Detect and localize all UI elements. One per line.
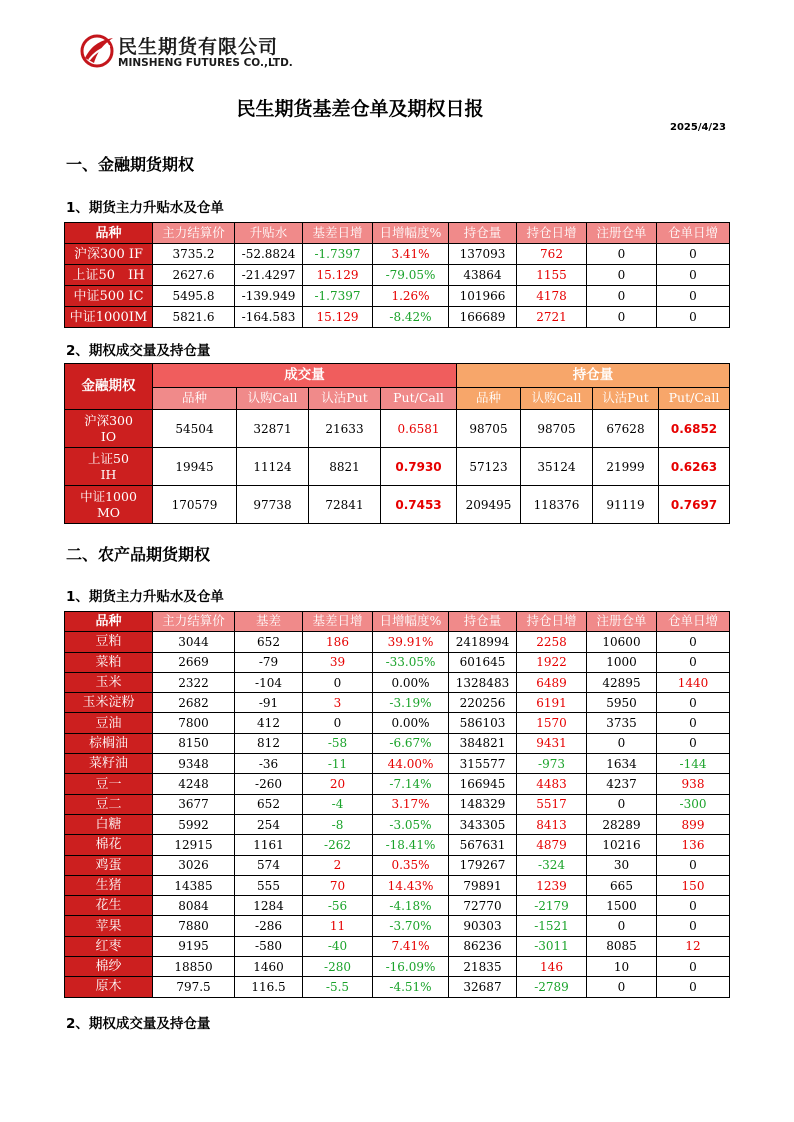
table-cell: 812 <box>235 733 303 753</box>
table-cell: 4483 <box>517 774 587 794</box>
table-cell: 6191 <box>517 693 587 713</box>
table-cell: 762 <box>517 244 587 265</box>
table-cell: 1239 <box>517 875 587 895</box>
table-cell: 179267 <box>449 855 517 875</box>
table-cell: 43864 <box>449 265 517 286</box>
table-cell: 1155 <box>517 265 587 286</box>
table-cell: 1328483 <box>449 672 517 692</box>
table-cell: 601645 <box>449 652 517 672</box>
table-row <box>65 307 730 328</box>
options-group-label: 金融期权 <box>65 364 153 410</box>
table-cell: 101966 <box>449 286 517 307</box>
section1-sub1: 1、期货主力升贴水及仓单 <box>66 200 224 216</box>
table-cell: 0 <box>587 733 657 753</box>
column-header: 认购Call <box>521 388 593 410</box>
table-cell: 0.6852 <box>659 410 730 448</box>
table-cell: 0 <box>657 307 730 328</box>
table-cell: 18850 <box>153 957 235 977</box>
table-cell: 4178 <box>517 286 587 307</box>
table-cell: 574 <box>235 855 303 875</box>
table-cell: 8821 <box>309 448 381 486</box>
section2-sub2: 2、期权成交量及持仓量 <box>66 1016 211 1032</box>
table-cell: 14.43% <box>373 875 449 895</box>
options-oi-label: 持仓量 <box>457 364 730 388</box>
table-cell: -3011 <box>517 936 587 956</box>
column-header: 认沽Put <box>593 388 659 410</box>
table-cell: 20 <box>303 774 373 794</box>
table-cell: 116.5 <box>235 977 303 997</box>
table-row <box>65 733 730 753</box>
product-name: 上证50 IH <box>65 448 153 486</box>
column-header: 持仓日增 <box>517 612 587 632</box>
table-cell: -36 <box>235 754 303 774</box>
table-cell: 2627.6 <box>153 265 235 286</box>
table-cell: -3.19% <box>373 693 449 713</box>
table-cell: 67628 <box>593 410 659 448</box>
table-cell: -6.67% <box>373 733 449 753</box>
table-row <box>65 794 730 814</box>
table-cell: 19945 <box>153 448 237 486</box>
table-cell: 3 <box>303 693 373 713</box>
report-title: 民生期货基差仓单及期权日报 <box>236 98 484 120</box>
table-cell: 209495 <box>457 486 521 524</box>
table-cell: -8.42% <box>373 307 449 328</box>
product-name: 白糖 <box>65 814 153 834</box>
table-cell: 0 <box>303 672 373 692</box>
table-cell: 555 <box>235 875 303 895</box>
column-header: 持仓量 <box>449 612 517 632</box>
table-cell: -164.583 <box>235 307 303 328</box>
column-header: 品种 <box>65 612 153 632</box>
product-name: 玉米淀粉 <box>65 693 153 713</box>
table-cell: -286 <box>235 916 303 936</box>
section2-sub1: 1、期货主力升贴水及仓单 <box>66 589 224 605</box>
table-cell: 30 <box>587 855 657 875</box>
table-cell: 14385 <box>153 875 235 895</box>
product-name: 中证1000 MO <box>65 486 153 524</box>
table-cell: 12915 <box>153 835 235 855</box>
table-cell: 5950 <box>587 693 657 713</box>
table-row <box>65 632 730 652</box>
product-name: 生猪 <box>65 875 153 895</box>
table-cell: -11 <box>303 754 373 774</box>
table-cell: 343305 <box>449 814 517 834</box>
table-cell: 5517 <box>517 794 587 814</box>
table-cell: -2789 <box>517 977 587 997</box>
table-cell: 0 <box>587 977 657 997</box>
table-cell: -79 <box>235 652 303 672</box>
table-cell: 384821 <box>449 733 517 753</box>
table-cell: 0 <box>657 733 730 753</box>
table-cell: 0.6263 <box>659 448 730 486</box>
product-name: 菜粕 <box>65 652 153 672</box>
table-cell: 3735.2 <box>153 244 235 265</box>
section1-title: 一、金融期货期权 <box>66 155 195 174</box>
column-header: 品种 <box>65 223 153 244</box>
table-cell: 8084 <box>153 896 235 916</box>
column-header: Put/Call <box>659 388 730 410</box>
table-cell: 0.7697 <box>659 486 730 524</box>
table-row <box>65 875 730 895</box>
table-cell: -21.4297 <box>235 265 303 286</box>
table-row <box>65 774 730 794</box>
table-cell: 72841 <box>309 486 381 524</box>
table-cell: 35124 <box>521 448 593 486</box>
table-cell: 1634 <box>587 754 657 774</box>
section2-title: 二、农产品期货期权 <box>66 545 211 564</box>
table-cell: 21633 <box>309 410 381 448</box>
table-cell: -58 <box>303 733 373 753</box>
table-cell: 0 <box>657 713 730 733</box>
table-cell: 220256 <box>449 693 517 713</box>
table-cell: 0 <box>657 244 730 265</box>
table-cell: 3044 <box>153 632 235 652</box>
table-cell: 0 <box>587 244 657 265</box>
table-header-row <box>65 223 730 244</box>
table-cell: 0.35% <box>373 855 449 875</box>
table-row <box>65 896 730 916</box>
table-cell: 79891 <box>449 875 517 895</box>
column-header: 日增幅度% <box>373 223 449 244</box>
product-name: 红枣 <box>65 936 153 956</box>
table-cell: 0.00% <box>373 672 449 692</box>
table-cell: 2682 <box>153 693 235 713</box>
table-cell: 11 <box>303 916 373 936</box>
product-name: 中证1000IM <box>65 307 153 328</box>
table-cell: 0 <box>587 286 657 307</box>
table-cell: 97738 <box>237 486 309 524</box>
table-row <box>65 936 730 956</box>
product-name: 豆油 <box>65 713 153 733</box>
table-row <box>65 265 730 286</box>
agri-futures-table <box>64 611 730 998</box>
financial-options-table <box>64 363 730 524</box>
table-cell: 57123 <box>457 448 521 486</box>
table-cell: -1.7397 <box>303 286 373 307</box>
product-name: 花生 <box>65 896 153 916</box>
column-header: 持仓日增 <box>517 223 587 244</box>
table-cell: 0 <box>587 265 657 286</box>
table-cell: 586103 <box>449 713 517 733</box>
options-volume-label: 成交量 <box>153 364 457 388</box>
column-header: 品种 <box>457 388 521 410</box>
product-name: 菜籽油 <box>65 754 153 774</box>
table-cell: -52.8824 <box>235 244 303 265</box>
table-cell: 1460 <box>235 957 303 977</box>
table-cell: 652 <box>235 794 303 814</box>
table-row <box>65 693 730 713</box>
product-name: 沪深300 IO <box>65 410 153 448</box>
company-name-cn: 民生期货有限公司 <box>118 36 279 58</box>
table-cell: 10 <box>587 957 657 977</box>
table-cell: 1.26% <box>373 286 449 307</box>
table-cell: 0 <box>657 896 730 916</box>
table-cell: 15.129 <box>303 265 373 286</box>
table-cell: 7880 <box>153 916 235 936</box>
table-cell: 3677 <box>153 794 235 814</box>
column-header: Put/Call <box>381 388 457 410</box>
table-cell: 1161 <box>235 835 303 855</box>
table-row <box>65 814 730 834</box>
column-header: 主力结算价 <box>153 612 235 632</box>
table-cell: 32871 <box>237 410 309 448</box>
product-name: 沪深300 IF <box>65 244 153 265</box>
company-name-en: MINSHENG FUTURES CO.,LTD. <box>118 57 293 69</box>
table-header-row <box>65 388 730 410</box>
report-date: 2025/4/23 <box>669 122 726 133</box>
table-cell: 0 <box>657 957 730 977</box>
table-cell: -1.7397 <box>303 244 373 265</box>
table-cell: 1570 <box>517 713 587 733</box>
section1-sub2: 2、期权成交量及持仓量 <box>66 343 211 359</box>
table-cell: 0 <box>657 916 730 936</box>
table-cell: 5992 <box>153 814 235 834</box>
table-cell: 5495.8 <box>153 286 235 307</box>
table-cell: -324 <box>517 855 587 875</box>
table-cell: 9195 <box>153 936 235 956</box>
table-row <box>65 244 730 265</box>
table-cell: 3.41% <box>373 244 449 265</box>
table-cell: 1500 <box>587 896 657 916</box>
table-cell: -580 <box>235 936 303 956</box>
table-cell: 0.7453 <box>381 486 457 524</box>
table-cell: 4879 <box>517 835 587 855</box>
column-header: 仓单日增 <box>657 223 730 244</box>
table-cell: 15.129 <box>303 307 373 328</box>
column-header: 注册仓单 <box>587 612 657 632</box>
table-cell: -4.51% <box>373 977 449 997</box>
column-header: 认沽Put <box>309 388 381 410</box>
table-cell: 136 <box>657 835 730 855</box>
table-cell: 9431 <box>517 733 587 753</box>
table-cell: 42895 <box>587 672 657 692</box>
column-header: 基差日增 <box>303 223 373 244</box>
company-logo <box>80 30 300 74</box>
column-header: 持仓量 <box>449 223 517 244</box>
table-cell: 0 <box>587 307 657 328</box>
table-cell: -300 <box>657 794 730 814</box>
table-cell: -3.05% <box>373 814 449 834</box>
table-cell: 70 <box>303 875 373 895</box>
column-header: 主力结算价 <box>153 223 235 244</box>
table-cell: 28289 <box>587 814 657 834</box>
table-cell: -8 <box>303 814 373 834</box>
table-cell: 0 <box>303 713 373 733</box>
table-row <box>65 672 730 692</box>
table-cell: 0.00% <box>373 713 449 733</box>
table-cell: -40 <box>303 936 373 956</box>
table-row <box>65 977 730 997</box>
table-cell: 170579 <box>153 486 237 524</box>
table-cell: 2322 <box>153 672 235 692</box>
table-cell: -3.70% <box>373 916 449 936</box>
table-cell: -5.5 <box>303 977 373 997</box>
table-cell: 186 <box>303 632 373 652</box>
table-cell: -16.09% <box>373 957 449 977</box>
table-cell: 567631 <box>449 835 517 855</box>
table-cell: -139.949 <box>235 286 303 307</box>
table-cell: -4.18% <box>373 896 449 916</box>
table-cell: 2 <box>303 855 373 875</box>
column-header: 基差日增 <box>303 612 373 632</box>
table-cell: -973 <box>517 754 587 774</box>
table-cell: 0 <box>657 693 730 713</box>
table-row <box>65 835 730 855</box>
column-header: 基差 <box>235 612 303 632</box>
column-header: 仓单日增 <box>657 612 730 632</box>
table-cell: 1284 <box>235 896 303 916</box>
table-row <box>65 957 730 977</box>
table-cell: 1000 <box>587 652 657 672</box>
table-cell: 7800 <box>153 713 235 733</box>
table-cell: 2721 <box>517 307 587 328</box>
table-cell: 797.5 <box>153 977 235 997</box>
table-cell: 0 <box>657 632 730 652</box>
table-cell: 12 <box>657 936 730 956</box>
table-cell: 412 <box>235 713 303 733</box>
table-cell: -144 <box>657 754 730 774</box>
table-cell: -1521 <box>517 916 587 936</box>
table-cell: -262 <box>303 835 373 855</box>
product-name: 棉花 <box>65 835 153 855</box>
table-cell: 21835 <box>449 957 517 977</box>
table-cell: 10216 <box>587 835 657 855</box>
product-name: 豆粕 <box>65 632 153 652</box>
table-cell: 146 <box>517 957 587 977</box>
table-cell: 10600 <box>587 632 657 652</box>
table-cell: -7.14% <box>373 774 449 794</box>
table-cell: 899 <box>657 814 730 834</box>
table-cell: 5821.6 <box>153 307 235 328</box>
table-cell: 0.6581 <box>381 410 457 448</box>
table-cell: 8085 <box>587 936 657 956</box>
table-cell: 98705 <box>521 410 593 448</box>
column-header: 日增幅度% <box>373 612 449 632</box>
table-cell: 6489 <box>517 672 587 692</box>
table-cell: 166689 <box>449 307 517 328</box>
column-header: 品种 <box>153 388 237 410</box>
table-row <box>65 652 730 672</box>
table-cell: 166945 <box>449 774 517 794</box>
table-cell: 98705 <box>457 410 521 448</box>
table-cell: 8150 <box>153 733 235 753</box>
table-cell: 4237 <box>587 774 657 794</box>
table-cell: 0 <box>657 652 730 672</box>
table-cell: 150 <box>657 875 730 895</box>
table-cell: 11124 <box>237 448 309 486</box>
table-row <box>65 448 730 486</box>
table-row <box>65 713 730 733</box>
product-name: 苹果 <box>65 916 153 936</box>
table-cell: 86236 <box>449 936 517 956</box>
table-cell: 1922 <box>517 652 587 672</box>
table-cell: 0 <box>657 286 730 307</box>
product-name: 棉纱 <box>65 957 153 977</box>
column-header: 升贴水 <box>235 223 303 244</box>
table-cell: 44.00% <box>373 754 449 774</box>
table-cell: -91 <box>235 693 303 713</box>
table-cell: -260 <box>235 774 303 794</box>
table-cell: 118376 <box>521 486 593 524</box>
table-cell: -4 <box>303 794 373 814</box>
product-name: 中证500 IC <box>65 286 153 307</box>
table-cell: 1440 <box>657 672 730 692</box>
table-cell: -56 <box>303 896 373 916</box>
table-row <box>65 410 730 448</box>
table-cell: 7.41% <box>373 936 449 956</box>
table-cell: 32687 <box>449 977 517 997</box>
table-cell: -2179 <box>517 896 587 916</box>
table-row <box>65 286 730 307</box>
column-header: 认购Call <box>237 388 309 410</box>
product-name: 上证50 IH <box>65 265 153 286</box>
table-cell: 254 <box>235 814 303 834</box>
table-cell: 0.7930 <box>381 448 457 486</box>
table-cell: 137093 <box>449 244 517 265</box>
product-name: 棕榈油 <box>65 733 153 753</box>
table-cell: 0 <box>657 265 730 286</box>
table-cell: 54504 <box>153 410 237 448</box>
table-cell: 39.91% <box>373 632 449 652</box>
product-name: 豆二 <box>65 794 153 814</box>
table-cell: 0 <box>587 794 657 814</box>
column-header: 注册仓单 <box>587 223 657 244</box>
table-row <box>65 754 730 774</box>
table-cell: -33.05% <box>373 652 449 672</box>
table-cell: 4248 <box>153 774 235 794</box>
table-cell: 72770 <box>449 896 517 916</box>
product-name: 玉米 <box>65 672 153 692</box>
table-cell: 90303 <box>449 916 517 936</box>
logo-mark-icon <box>80 30 116 70</box>
financial-futures-table <box>64 222 730 328</box>
table-header-row <box>65 612 730 632</box>
table-cell: 9348 <box>153 754 235 774</box>
table-row <box>65 916 730 936</box>
table-cell: 938 <box>657 774 730 794</box>
product-name: 鸡蛋 <box>65 855 153 875</box>
table-cell: 3735 <box>587 713 657 733</box>
table-cell: -280 <box>303 957 373 977</box>
table-cell: 2669 <box>153 652 235 672</box>
table-cell: -18.41% <box>373 835 449 855</box>
table-cell: 3026 <box>153 855 235 875</box>
table-cell: -104 <box>235 672 303 692</box>
table-cell: 652 <box>235 632 303 652</box>
table-cell: 2418994 <box>449 632 517 652</box>
table-cell: 8413 <box>517 814 587 834</box>
table-cell: 3.17% <box>373 794 449 814</box>
table-cell: 2258 <box>517 632 587 652</box>
table-cell: 0 <box>657 977 730 997</box>
table-cell: -79.05% <box>373 265 449 286</box>
table-row <box>65 486 730 524</box>
table-cell: 315577 <box>449 754 517 774</box>
table-cell: 148329 <box>449 794 517 814</box>
table-cell: 0 <box>587 916 657 936</box>
product-name: 豆一 <box>65 774 153 794</box>
table-cell: 665 <box>587 875 657 895</box>
table-row <box>65 855 730 875</box>
table-cell: 21999 <box>593 448 659 486</box>
product-name: 原木 <box>65 977 153 997</box>
table-cell: 91119 <box>593 486 659 524</box>
table-cell: 0 <box>657 855 730 875</box>
table-cell: 39 <box>303 652 373 672</box>
